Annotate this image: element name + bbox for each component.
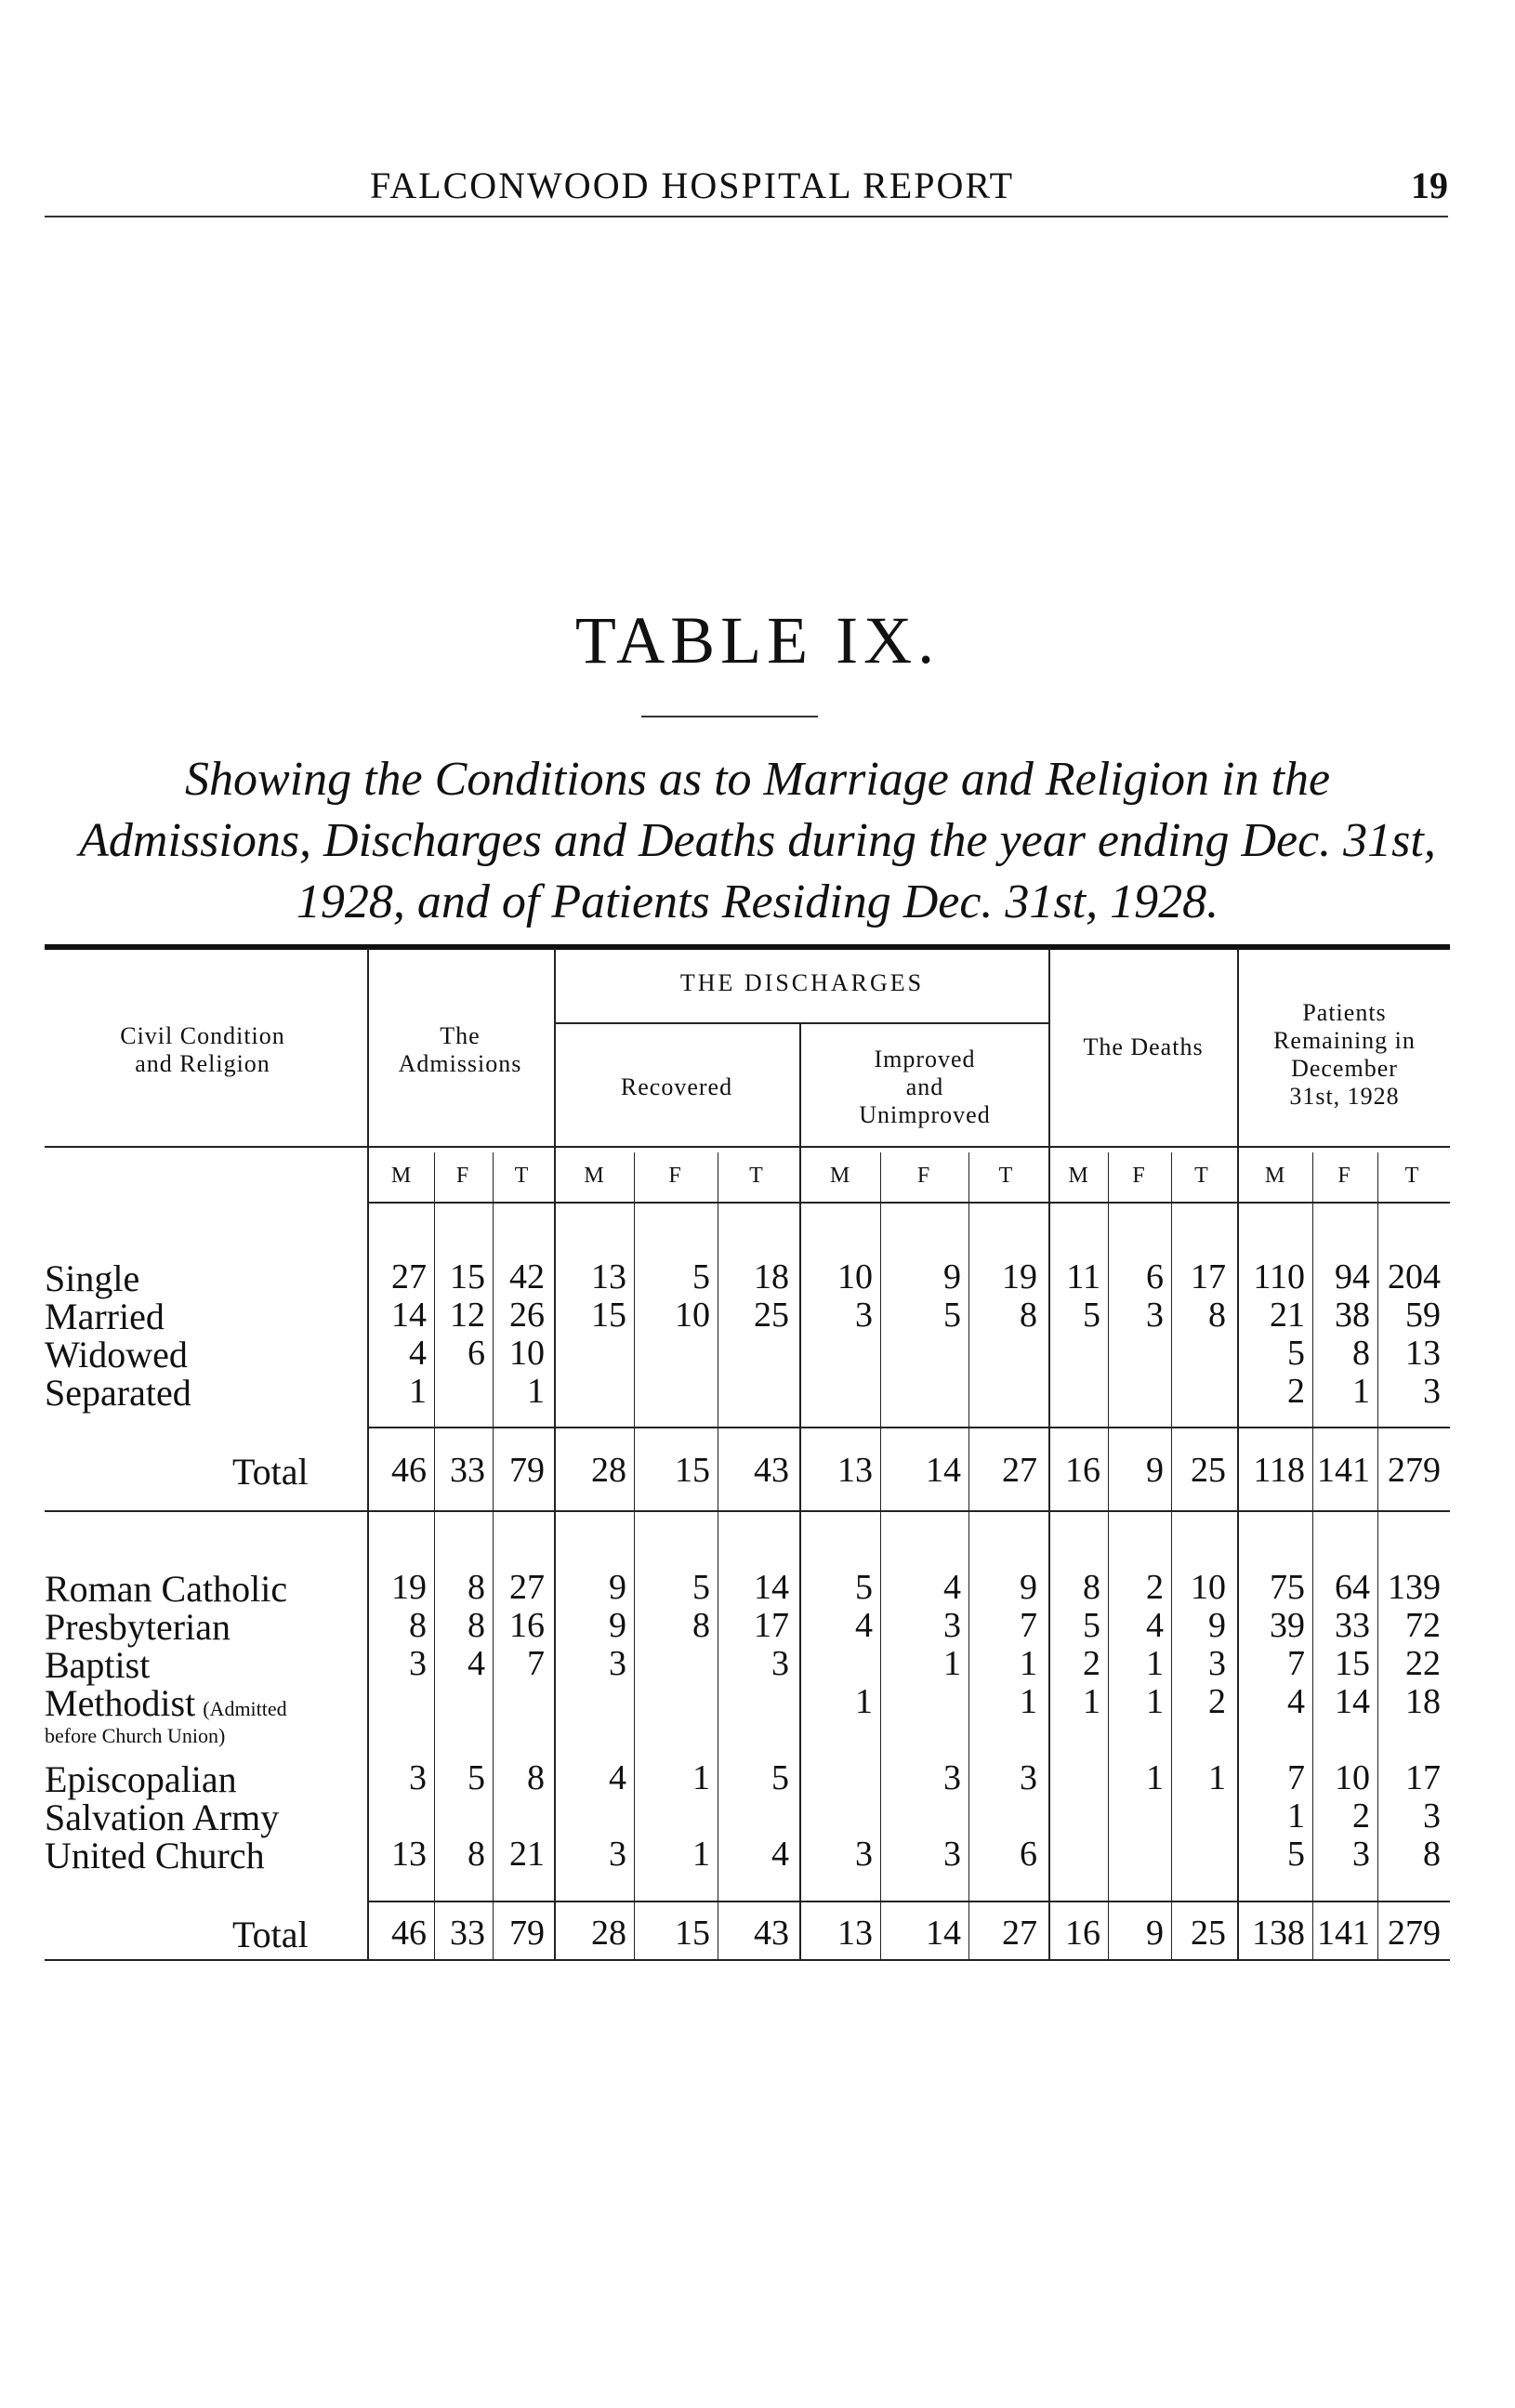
row-label-text: Single — [45, 1257, 140, 1299]
table-cell: 13 — [591, 1257, 626, 1296]
table-cell: 11 — [1066, 1257, 1100, 1296]
table-cell: 4 — [409, 1334, 427, 1373]
table-cell: 28 — [591, 1914, 626, 1953]
table-cell: 4 — [943, 1568, 961, 1607]
table-cell: 27 — [1002, 1451, 1037, 1490]
total-label — [232, 1450, 309, 1493]
subheader-m: M — [390, 1164, 412, 1188]
table-cell: 3 — [609, 1835, 626, 1874]
table-cell: 18 — [1405, 1682, 1441, 1721]
table-cell: 9 — [943, 1257, 961, 1296]
table-cell: 1 — [1083, 1682, 1100, 1721]
subheader-m: M — [584, 1164, 604, 1188]
table-cell: 5 — [771, 1758, 789, 1797]
table-cell: 16 — [509, 1606, 545, 1645]
rule-discharges-under — [556, 1022, 1048, 1024]
table-cell: 14 — [1335, 1682, 1370, 1721]
table-cell: 3 — [409, 1758, 427, 1797]
row-label-text: Married — [45, 1296, 165, 1337]
table-cell: 46 — [391, 1451, 427, 1490]
row-label-text: Salvation Army — [45, 1796, 280, 1838]
rule-subheader-bottom — [367, 1202, 1450, 1204]
table-cell: 8 — [1083, 1568, 1100, 1607]
table-cell: 3 — [1146, 1296, 1164, 1335]
table-cell: 3 — [855, 1835, 873, 1874]
table-cell: 9 — [1020, 1568, 1037, 1607]
table-cell: 33 — [1335, 1606, 1370, 1645]
page-number: 19 — [1411, 164, 1448, 206]
table-cell: 42 — [509, 1257, 545, 1296]
header-improved-line2: and — [905, 1073, 944, 1100]
table-cell: 9 — [1146, 1914, 1164, 1953]
rule-religion-total-top — [367, 1901, 1450, 1902]
running-head — [45, 160, 1448, 217]
table-cell: 15 — [450, 1257, 485, 1296]
table-cell: 15 — [675, 1914, 710, 1953]
subheader-f: F — [1132, 1164, 1145, 1188]
row-label — [45, 1371, 191, 1415]
table-cell: 8 — [409, 1606, 427, 1645]
table-cell: 28 — [591, 1451, 626, 1490]
row-label-note: (Admitted — [203, 1697, 287, 1720]
table-cell: 27 — [509, 1568, 545, 1607]
table-cell: 3 — [1423, 1796, 1441, 1836]
table-cell: 1 — [1146, 1682, 1164, 1721]
table-cell: 1 — [1020, 1682, 1037, 1721]
row-label — [45, 1295, 165, 1338]
header-remaining — [1239, 999, 1450, 1111]
table-cell: 5 — [1083, 1296, 1100, 1335]
table-cell: 17 — [1191, 1257, 1226, 1296]
rule-header-bottom — [45, 1146, 1450, 1148]
table-cell: 5 — [1083, 1606, 1100, 1645]
rule-table-bottom — [45, 1959, 1450, 1961]
table-cell: 27 — [1002, 1914, 1037, 1953]
table-cell: 141 — [1317, 1451, 1370, 1490]
table-cell: 22 — [1405, 1644, 1441, 1683]
row-label — [45, 1681, 287, 1725]
row-label-note-continued: before Church Union) — [45, 1724, 226, 1747]
table-cell: 8 — [1020, 1296, 1037, 1335]
table-cell: 9 — [1146, 1451, 1164, 1490]
header-improved-line3: Unimproved — [859, 1101, 991, 1128]
subheader-t: T — [1194, 1164, 1208, 1188]
table-cell: 1 — [692, 1835, 710, 1874]
table-cell: 279 — [1388, 1914, 1441, 1953]
table-cell: 72 — [1405, 1606, 1441, 1645]
running-title: FALCONWOOD HOSPITAL REPORT — [370, 164, 1015, 206]
table-cell: 4 — [468, 1644, 485, 1683]
table-caption: Showing the Conditions as to Marriage and Religion in the Admissions, Discharges and Deaths during the year ending Dec. 31st, 1928, and of Patients Residing Dec. 31st, 1928. — [79, 753, 1436, 928]
header-admissions-line2: Admissions — [398, 1050, 522, 1077]
table-cell: 3 — [943, 1606, 961, 1645]
table-cell: 15 — [675, 1451, 710, 1490]
table-cell: 2 — [1208, 1682, 1226, 1721]
table-cell: 1 — [409, 1372, 427, 1411]
table-cell: 21 — [1270, 1296, 1305, 1335]
table-cell: 5 — [1287, 1334, 1305, 1373]
table-cell: 9 — [609, 1606, 626, 1645]
table-cell: 8 — [468, 1568, 485, 1607]
row-label-text: United Church — [45, 1835, 265, 1876]
table-cell: 25 — [754, 1296, 789, 1335]
table-cell: 139 — [1388, 1568, 1441, 1607]
table-cell: 13 — [837, 1914, 873, 1953]
table-cell: 3 — [1423, 1372, 1441, 1411]
table-cell: 39 — [1270, 1606, 1305, 1645]
table-cell: 33 — [450, 1914, 485, 1953]
table-cell: 2 — [1352, 1796, 1370, 1836]
table-cell: 26 — [509, 1296, 545, 1335]
table-cell: 25 — [1191, 1451, 1226, 1490]
table-cell: 8 — [692, 1606, 710, 1645]
table-cell: 6 — [468, 1334, 485, 1373]
table-cell: 2 — [1146, 1568, 1164, 1607]
table-cell: 2 — [1083, 1644, 1100, 1683]
table-cell: 38 — [1335, 1296, 1370, 1335]
row-label-text: Total — [232, 1914, 309, 1955]
table-cell: 6 — [1146, 1257, 1164, 1296]
header-deaths: The Deaths — [1083, 1033, 1204, 1060]
table-cell: 17 — [754, 1606, 789, 1645]
table-cell: 4 — [1287, 1682, 1305, 1721]
table-cell: 1 — [1287, 1796, 1305, 1836]
table-cell: 138 — [1252, 1914, 1305, 1953]
table-cell: 3 — [1352, 1835, 1370, 1874]
table-cell: 5 — [943, 1296, 961, 1335]
row-label-text: Methodist — [45, 1682, 196, 1724]
table-title: TABLE IX. — [574, 603, 941, 678]
table-cell: 5 — [692, 1568, 710, 1607]
row-label-text: Roman Catholic — [45, 1568, 288, 1610]
subheader-f: F — [668, 1164, 681, 1188]
table-cell: 94 — [1335, 1257, 1370, 1296]
table-cell: 15 — [591, 1296, 626, 1335]
subheader-m: M — [829, 1164, 850, 1188]
table-cell: 8 — [1352, 1334, 1370, 1373]
table-cell: 3 — [771, 1644, 789, 1683]
subheader-t: T — [998, 1164, 1013, 1188]
table-cell: 5 — [855, 1568, 873, 1607]
row-label-text: Total — [232, 1451, 309, 1493]
table-cell: 3 — [943, 1835, 961, 1874]
table-cell: 12 — [450, 1296, 485, 1335]
table-cell: 10 — [509, 1334, 545, 1373]
table-cell: 14 — [926, 1451, 961, 1490]
table-cell: 1 — [1020, 1644, 1037, 1683]
table-cell: 8 — [468, 1835, 485, 1874]
row-label — [45, 1834, 265, 1877]
table-cell: 204 — [1388, 1257, 1441, 1296]
vrule-after-recovered — [799, 1022, 801, 1959]
subheader-m: M — [1264, 1164, 1285, 1188]
table-cell: 7 — [527, 1644, 545, 1683]
subheader-t: T — [514, 1164, 529, 1188]
table-cell: 110 — [1253, 1257, 1305, 1296]
header-discharges: THE DISCHARGES — [679, 969, 925, 996]
table-cell: 4 — [609, 1758, 626, 1797]
table-top-rule — [45, 944, 1450, 950]
table-cell: 6 — [1020, 1835, 1037, 1874]
subheader-t: T — [749, 1164, 763, 1188]
table-cell: 118 — [1253, 1451, 1305, 1490]
table-cell: 7 — [1287, 1758, 1305, 1797]
header-civil-line1: Civil Condition — [120, 1022, 285, 1049]
row-label-text: Baptist — [45, 1644, 151, 1686]
header-improved — [801, 1046, 1048, 1129]
header-civil-condition — [45, 1022, 361, 1078]
header-improved-line1: Improved — [874, 1046, 976, 1072]
row-label — [45, 1567, 287, 1611]
header-admissions-line1: The — [440, 1022, 481, 1049]
header-remaining-line4: 31st, 1928 — [1289, 1083, 1400, 1110]
table-cell: 3 — [409, 1644, 427, 1683]
table-cell: 1 — [1146, 1644, 1164, 1683]
subheader-f: F — [916, 1164, 930, 1188]
header-civil-line2: and Religion — [135, 1050, 270, 1077]
table-cell: 19 — [391, 1568, 427, 1607]
subheader-t: T — [1404, 1164, 1419, 1188]
row-label — [45, 1605, 231, 1649]
table-cell: 13 — [391, 1835, 427, 1874]
table-cell: 14 — [754, 1568, 789, 1607]
table-cell: 7 — [1020, 1606, 1037, 1645]
table-cell: 15 — [1335, 1644, 1370, 1683]
header-remaining-line2: Remaining in — [1273, 1027, 1416, 1054]
header-remaining-line1: Patients — [1302, 999, 1387, 1026]
row-label — [45, 1796, 279, 1839]
table-cell: 4 — [771, 1835, 789, 1874]
table-cell: 3 — [855, 1296, 873, 1335]
table-cell: 1 — [1208, 1758, 1226, 1797]
table-cell: 9 — [609, 1568, 626, 1607]
table-cell: 1 — [1352, 1372, 1370, 1411]
table-cell: 17 — [1405, 1758, 1441, 1797]
row-label — [45, 1333, 188, 1376]
table-cell: 8 — [468, 1606, 485, 1645]
table-cell: 10 — [837, 1257, 873, 1296]
table-cell: 21 — [509, 1835, 545, 1874]
table-cell: 8 — [1208, 1296, 1226, 1335]
table-cell: 13 — [1405, 1334, 1441, 1373]
table-cell: 14 — [391, 1296, 427, 1335]
table-cell: 3 — [1208, 1644, 1226, 1683]
header-admissions — [367, 1022, 553, 1078]
table-cell: 279 — [1388, 1451, 1441, 1490]
table-cell: 8 — [1423, 1835, 1441, 1874]
table-cell: 7 — [1287, 1644, 1305, 1683]
table-cell: 19 — [1002, 1257, 1037, 1296]
table-cell: 1 — [943, 1644, 961, 1683]
table-cell: 1 — [855, 1682, 873, 1721]
table-cell: 43 — [754, 1914, 789, 1953]
table-cell: 79 — [509, 1914, 545, 1953]
table-cell: 5 — [692, 1257, 710, 1296]
table-cell: 27 — [391, 1257, 427, 1296]
table-cell: 5 — [468, 1758, 485, 1797]
header-recovered: Recovered — [620, 1073, 733, 1100]
row-label-text: Widowed — [45, 1334, 188, 1375]
table-cell: 64 — [1335, 1568, 1370, 1607]
row-label-text: Episcopalian — [45, 1758, 237, 1800]
table-cell: 8 — [527, 1758, 545, 1797]
table-cell: 75 — [1270, 1568, 1305, 1607]
table-cell: 3 — [943, 1758, 961, 1797]
table-cell: 79 — [509, 1451, 545, 1490]
table-cell: 59 — [1405, 1296, 1441, 1335]
table-cell: 16 — [1065, 1451, 1100, 1490]
table-cell: 16 — [1065, 1914, 1100, 1953]
subheader-m: M — [1068, 1164, 1088, 1188]
subheader-f: F — [455, 1164, 469, 1188]
table-cell: 2 — [1287, 1372, 1305, 1411]
row-label — [45, 1757, 237, 1801]
table-cell: 43 — [754, 1451, 789, 1490]
table-cell: 10 — [1335, 1758, 1370, 1797]
table-cell: 1 — [692, 1758, 710, 1797]
total-label — [232, 1913, 309, 1956]
table-cell: 1 — [527, 1372, 545, 1411]
row-label-text: Separated — [45, 1372, 191, 1414]
table-cell: 4 — [855, 1606, 873, 1645]
table-cell: 10 — [675, 1296, 710, 1335]
table-cell: 18 — [754, 1257, 789, 1296]
table-cell: 25 — [1191, 1914, 1226, 1953]
table-cell: 5 — [1287, 1835, 1305, 1874]
table-cell: 141 — [1317, 1914, 1370, 1953]
subheader-f: F — [1337, 1164, 1350, 1188]
table-cell: 14 — [926, 1914, 961, 1953]
header-remaining-line3: December — [1291, 1055, 1398, 1082]
table-cell: 3 — [1020, 1758, 1037, 1797]
rule-civil-total-top — [367, 1427, 1450, 1428]
table-cell: 46 — [391, 1914, 427, 1953]
row-label — [45, 1257, 139, 1300]
rule-civil-total-bottom — [45, 1510, 1450, 1512]
table-cell: 4 — [1146, 1606, 1164, 1645]
title-rule — [641, 716, 818, 717]
table-cell: 3 — [609, 1644, 626, 1683]
table-cell: 10 — [1191, 1568, 1226, 1607]
row-label-text: Presbyterian — [45, 1606, 231, 1648]
table-cell: 13 — [837, 1451, 873, 1490]
table-cell: 33 — [450, 1451, 485, 1490]
table-cell: 1 — [1146, 1758, 1164, 1797]
row-label — [45, 1643, 150, 1687]
table-cell: 9 — [1208, 1606, 1226, 1645]
